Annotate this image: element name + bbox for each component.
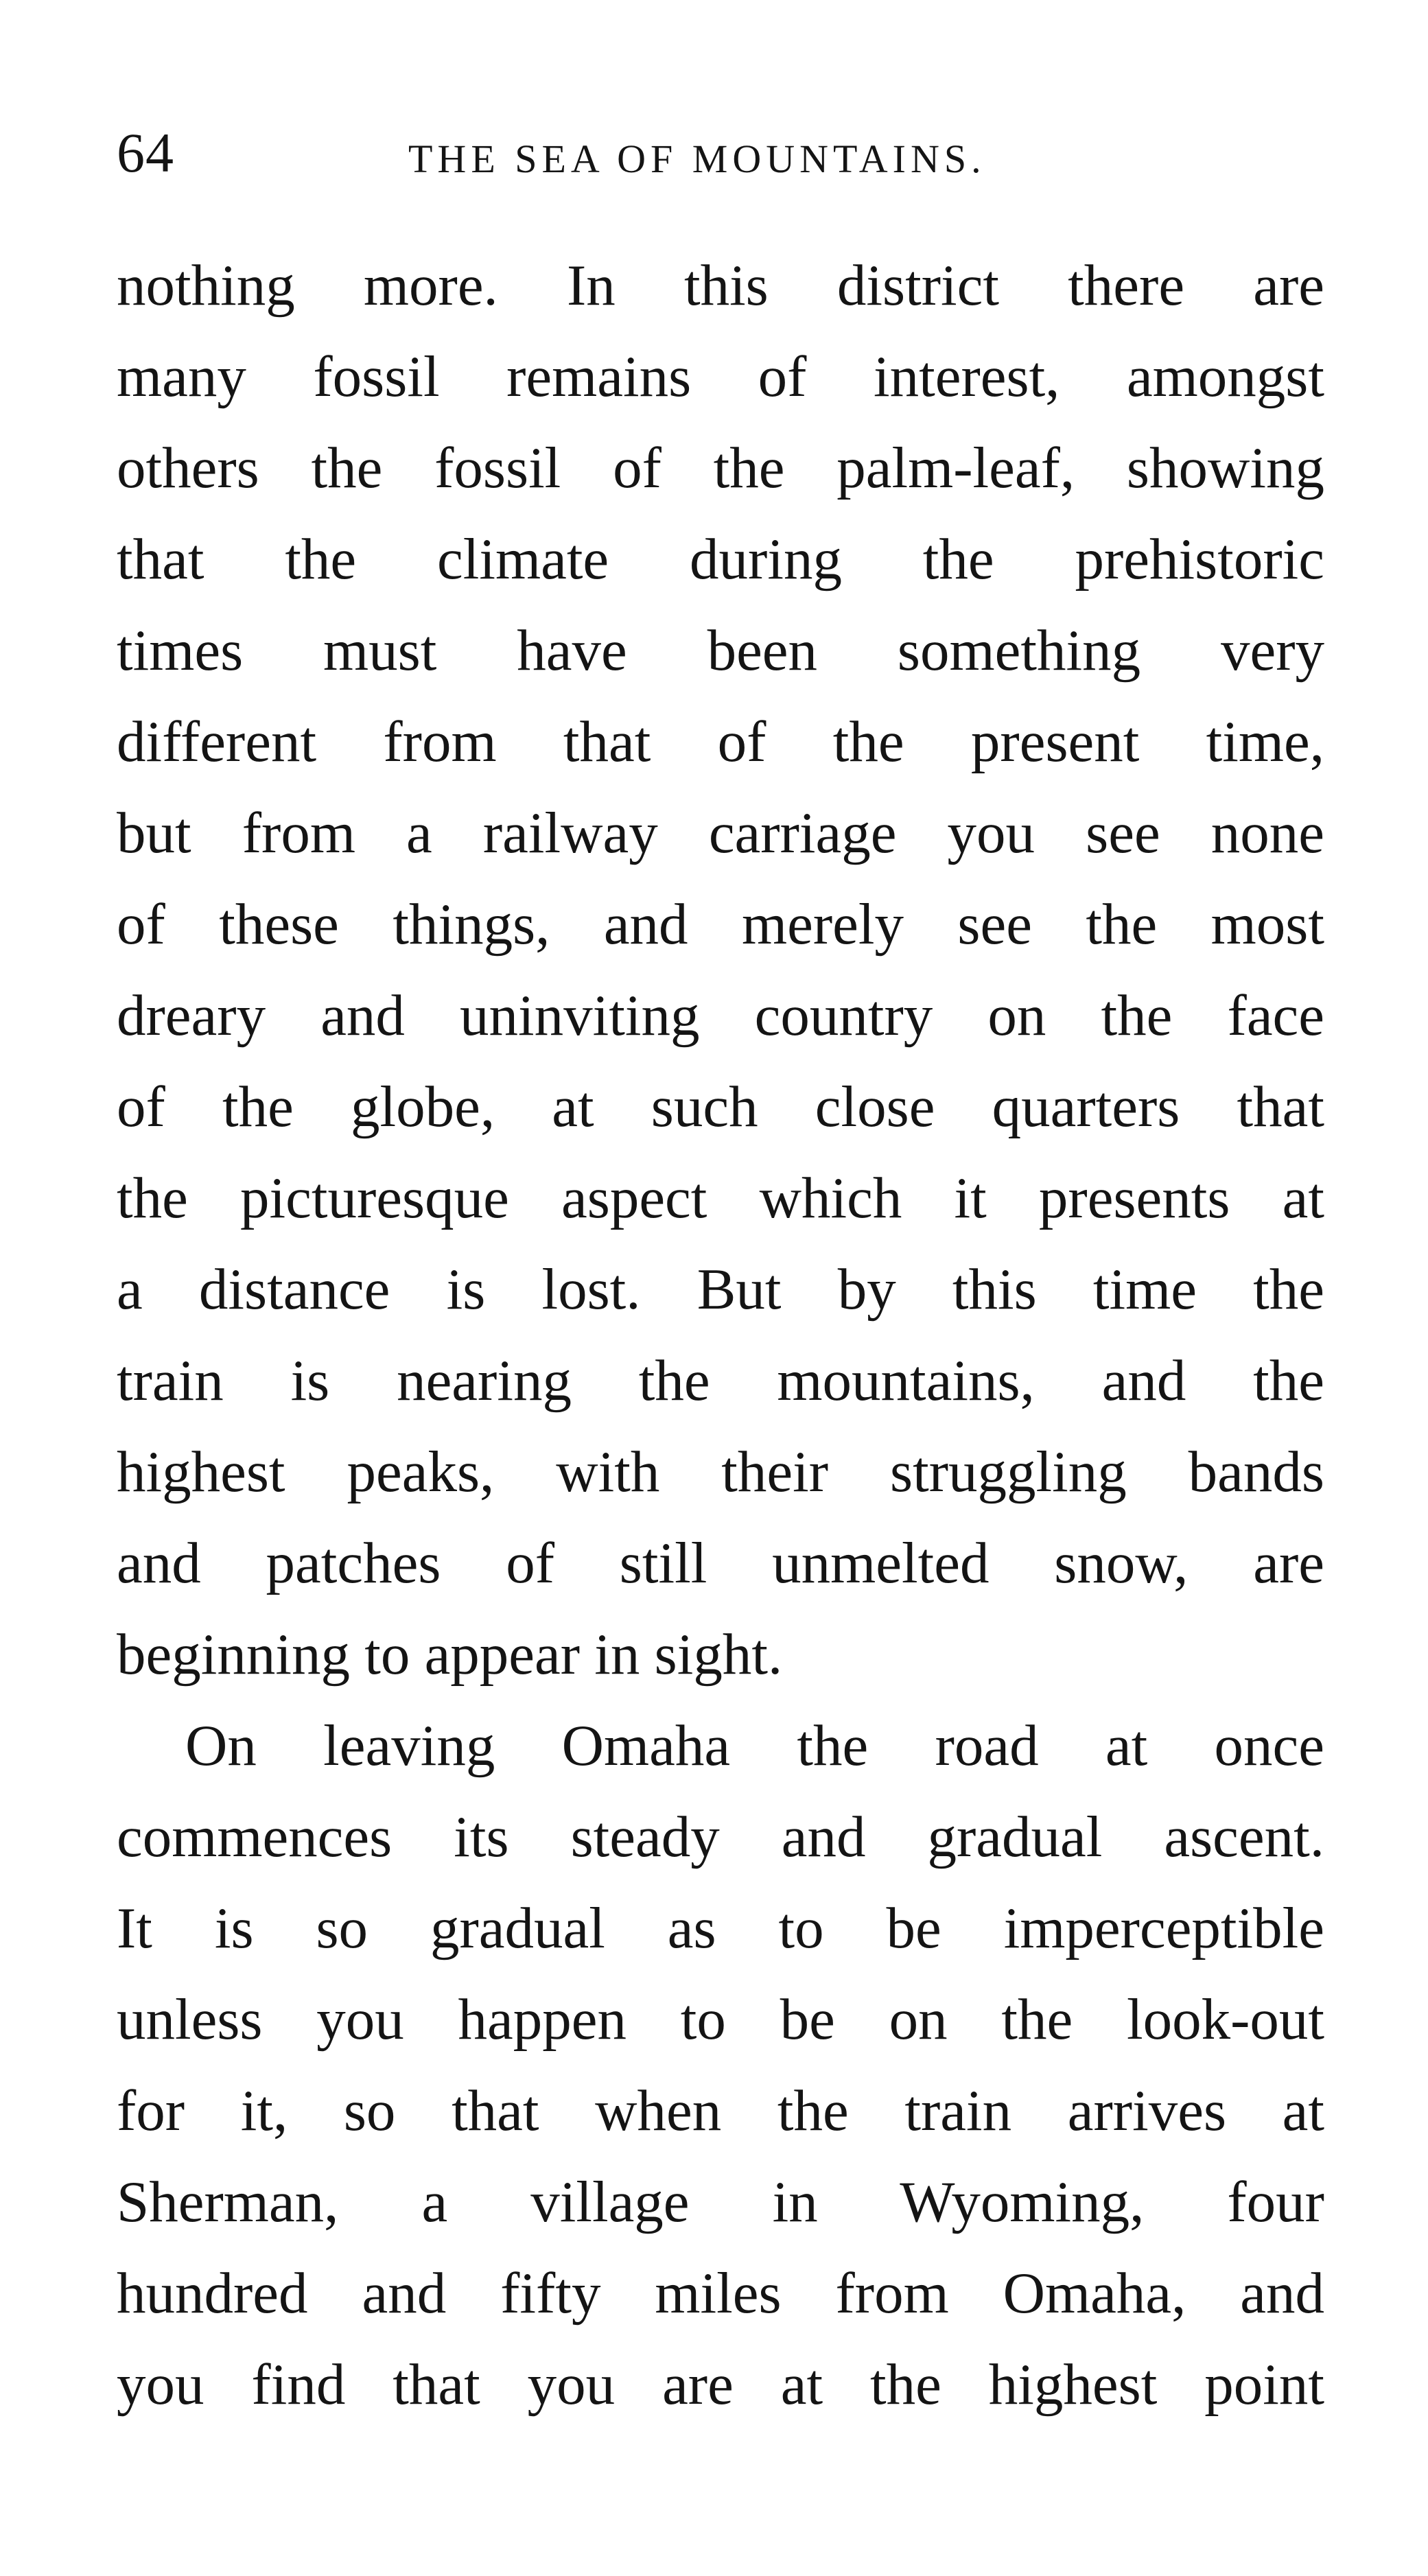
text-line: dreary and uninviting country on the face [117, 983, 1324, 1048]
text-line: It is so gradual as to be imperceptible [117, 1896, 1324, 1960]
text-line: many fossil remains of interest, amongst [117, 344, 1324, 409]
text-line: times must have been something very [117, 618, 1324, 683]
body-text [117, 240, 1324, 2431]
text-line: nothing more. In this district there are [117, 253, 1324, 318]
text-line: that the climate during the prehistoric [117, 527, 1324, 592]
text-line: unless you happen to be on the look-out [117, 1987, 1324, 2052]
text-line: of these things, and merely see the most [117, 892, 1324, 957]
text-line: others the fossil of the palm-leaf, showing [117, 436, 1324, 500]
paragraph-2 [117, 1700, 1324, 2431]
text-line: for it, so that when the train arrives at [117, 2079, 1324, 2143]
page-number: 64 [117, 121, 174, 184]
text-line: highest peaks, with their struggling bands [117, 1440, 1324, 1504]
running-title: THE SEA OF MOUNTAINS. [408, 137, 986, 181]
text-line: and patches of still unmelted snow, are [117, 1531, 1324, 1595]
text-line: On leaving Omaha the road at once [185, 1713, 1324, 1778]
text-line: a distance is lost. But by this time the [117, 1257, 1324, 1322]
text-line: but from a railway carriage you see none [117, 801, 1324, 865]
text-line: you find that you are at the highest point [117, 2352, 1324, 2417]
running-head [117, 115, 1324, 191]
text-line: different from that of the present time, [117, 710, 1324, 774]
text-line: commences its steady and gradual ascent. [117, 1805, 1324, 1869]
paragraph-1 [117, 240, 1324, 1700]
text-line: train is nearing the mountains, and the [117, 1348, 1324, 1413]
text-line: Sherman, a village in Wyoming, four [117, 2170, 1324, 2234]
text-line: the picturesque aspect which it presents at [117, 1166, 1324, 1230]
text-line: hundred and fifty miles from Omaha, and [117, 2261, 1324, 2326]
text-line: beginning to appear in sight. [117, 1622, 783, 1687]
text-line: of the globe, at such close quarters that [117, 1075, 1324, 1139]
